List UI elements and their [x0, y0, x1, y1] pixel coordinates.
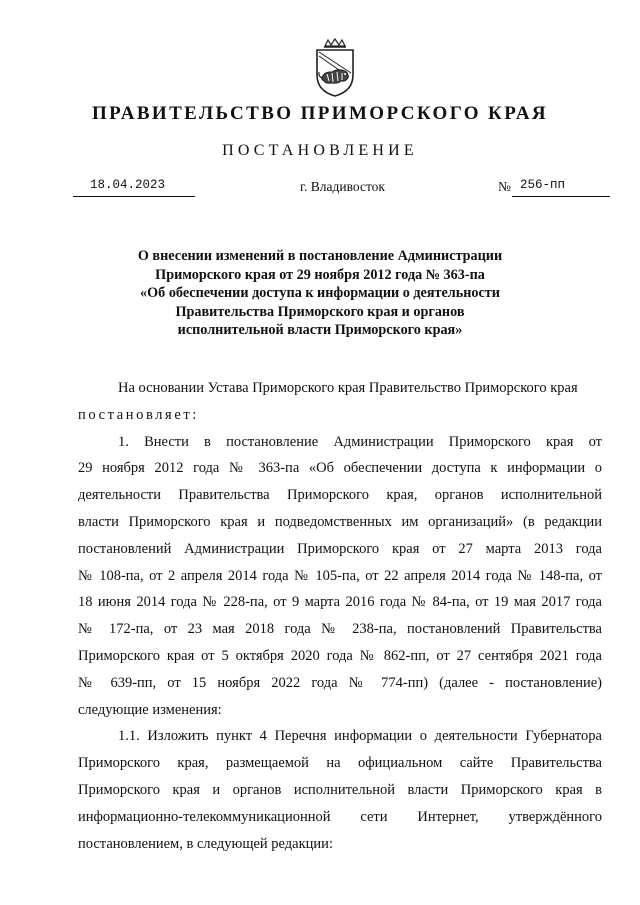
body-line: следующие изменения:	[78, 701, 222, 718]
document-body	[78, 375, 602, 857]
body-line: № 172-па, от 23 мая 2018 года № 238-па, постановлений Правительства	[78, 621, 602, 638]
body-line: деятельности Правительства Приморского края, органов исполнительной	[78, 487, 602, 504]
body-line: На основании Устава Приморского края Правительство Приморского края	[118, 380, 578, 396]
coat-of-arms-icon	[305, 37, 365, 99]
document-date: 18.04.2023	[73, 178, 195, 197]
subject-line: О внесении изменений в постановление Администрации	[137, 248, 503, 264]
body-line: № 108-па, от 2 апреля 2014 года № 105-па, от 22 апреля 2014 года № 148-па, от	[78, 567, 602, 584]
body-line: постановлением, в следующей редакции:	[78, 835, 333, 852]
body-line: 29 ноября 2012 года № 363-па «Об обеспечении доступа к информации о	[78, 460, 602, 477]
body-line: постановляет:	[78, 406, 199, 423]
body-line: Приморского края и органов исполнительной власти Приморского края в	[78, 781, 602, 798]
body-line: власти Приморского края и подведомственных им организаций» (в редакции	[78, 513, 602, 530]
body-line: 1. Внести в постановление Администрации Приморского края от	[118, 433, 602, 450]
subject-line: исполнительной власти Приморского края»	[177, 322, 463, 338]
body-line: постановлений Администрации Приморского края от 27 марта 2013 года	[78, 540, 602, 557]
document-number: 256-пп	[512, 178, 610, 197]
number-sign: №	[498, 179, 511, 194]
body-line: № 639-пп, от 15 ноября 2022 года № 774-пп) (далее - постановление)	[78, 674, 602, 691]
organization-title: ПРАВИТЕЛЬСТВО ПРИМОРСКОГО КРАЯ	[91, 103, 549, 124]
body-line: Приморского края, размещаемой на официальном сайте Правительства	[78, 755, 602, 772]
body-line: 1.1. Изложить пункт 4 Перечня информации о деятельности Губернатора	[118, 728, 602, 745]
document-subject	[100, 247, 540, 340]
subject-line: Правительства Приморского края и органов	[175, 303, 465, 320]
subject-line: «Об обеспечении доступа к информации о деятельности	[140, 285, 500, 301]
body-line: информационно-телекоммуникационной сети Интернет, утверждённого	[78, 808, 602, 825]
subject-line: Приморского края от 29 ноября 2012 года № 363-па	[155, 266, 485, 283]
document-type: ПОСТАНОВЛЕНИЕ	[222, 142, 418, 159]
body-line: 18 июня 2014 года № 228-па, от 9 марта 2016 года № 84-па, от 19 мая 2017 года	[78, 594, 602, 611]
body-line: Приморского края от 5 октября 2020 года № 862-пп, от 27 сентября 2021 года	[78, 647, 602, 664]
document-city: г. Владивосток	[300, 179, 385, 194]
